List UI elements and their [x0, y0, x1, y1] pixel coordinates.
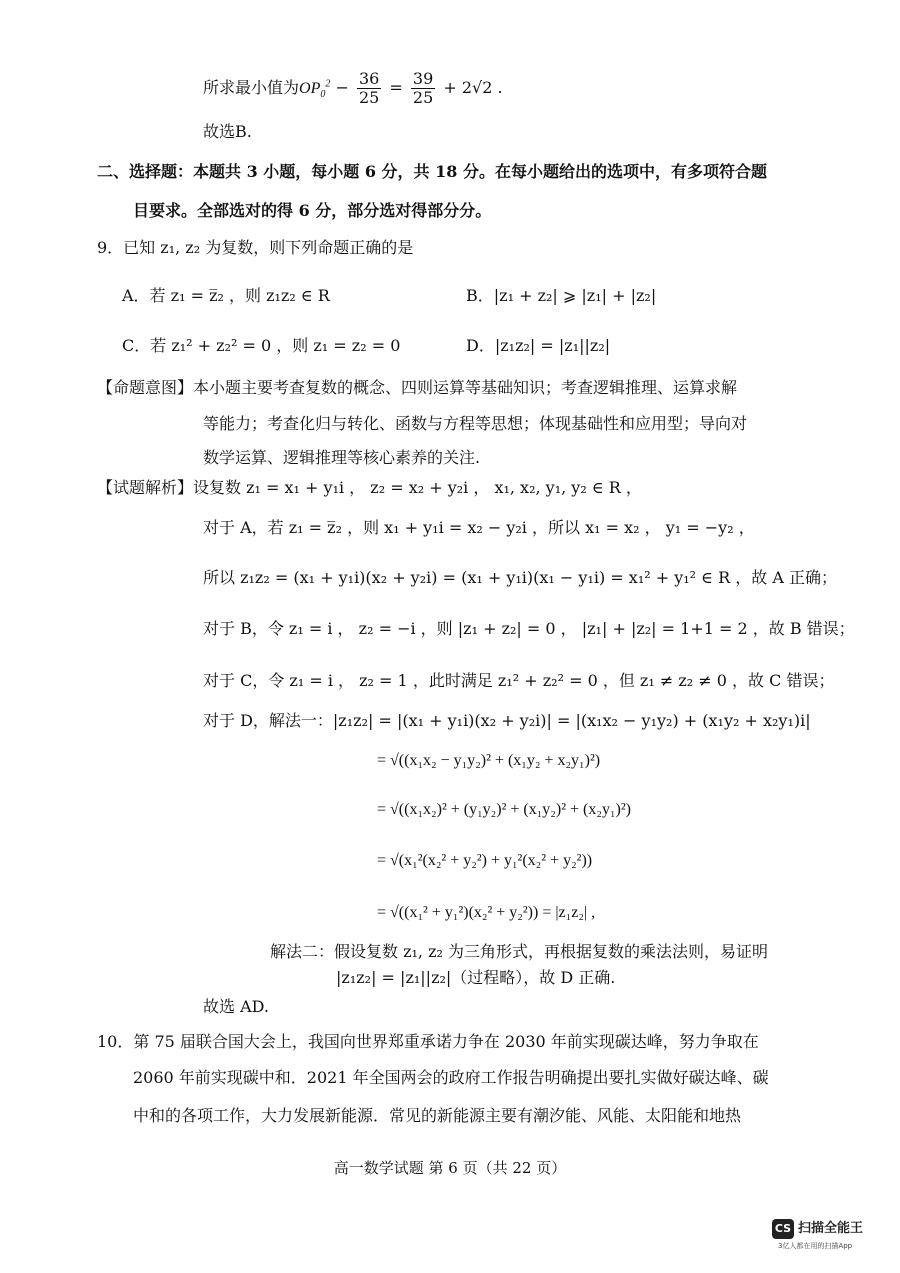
intent-l3: 数学运算、逻辑推理等核心素养的关注.	[203, 448, 481, 467]
analysis-b: 对于 B，令 z₁ = i ， z₂ = −i ，则 |z₁ + z₂| = 0 ， |z₁| + |z₂| = 1+1 = 2 ，故 B 错误；	[203, 619, 855, 638]
analysis-d-l2: = √((x₁x₂ − y₁y₂)² + (x₁y₂ + x₂y₁)²)	[377, 752, 601, 769]
section2-heading-l1: 二、选择题：本题共 3 小题，每小题 6 分，共 18 分。在每小题给出的选项中，有多项符合题	[97, 162, 767, 181]
analysis-d-l5: = √((x₁² + y₁²)(x₂² + y₂²)) = |z₁z₂| ,	[377, 904, 596, 921]
choose-ad: 故选 AD.	[203, 997, 269, 1016]
camscanner-logo	[772, 1219, 888, 1259]
option-a: A．若 z₁ = z̅₂ ，则 z₁z₂ ∈ R	[122, 286, 330, 305]
question-10-l2: 2060 年前实现碳中和．2021 年全国两会的政府工作报告明确提出要扎实做好碳达峰、碳	[133, 1068, 769, 1087]
min-value-line: 所求最小值为$OP_0^2$ − $\frac{36}{25}$ = $\frac{39}{25}$ + 2√2 .	[203, 69, 503, 107]
question-10-l1: 10．第 75 届联合国大会上，我国向世界郑重承诺力争在 2030 年前实现碳达峰，努力争取在	[97, 1032, 759, 1051]
op-symbol: $OP_0^2$	[299, 78, 331, 101]
analysis-d-method2-l1: 解法二：假设复数 z₁, z₂ 为三角形式，再根据复数的乘法法则，易证明	[270, 942, 769, 961]
camscanner-name: 扫描全能王	[798, 1221, 864, 1236]
fraction-39-25: $\frac{39}{25}$	[412, 69, 434, 107]
question-9: 9．已知 z₁, z₂ 为复数，则下列命题正确的是	[97, 238, 414, 257]
analysis-d-l1: 对于 D，解法一：|z₁z₂| = |(x₁ + y₁i)(x₂ + y₂i)| = |(x₁x₂ − y₁y₂) + (x₁y₂ + x₂y₁)i|	[203, 711, 811, 730]
option-d: D．|z₁z₂| = |z₁||z₂|	[466, 336, 611, 355]
analysis-a-l2: 所以 z₁z₂ = (x₁ + y₁i)(x₂ + y₂i) = (x₁ + y₁i)(x₁ − y₁i) = x₁² + y₁² ∈ R ，故 A 正确；	[203, 568, 837, 587]
analysis-d-l3: = √((x₁x₂)² + (y₁y₂)² + (x₁y₂)² + (x₂y₁)²)	[377, 801, 631, 818]
choose-b: 故选B.	[203, 122, 252, 141]
question-10-l3: 中和的各项工作，大力发展新能源．常见的新能源主要有潮汐能、风能、太阳能和地热	[133, 1106, 742, 1125]
fraction-36-25: $\frac{36}{25}$	[358, 69, 380, 107]
camscanner-badge-icon: CS	[772, 1219, 794, 1239]
option-b: B．|z₁ + z₂| ⩾ |z₁| + |z₂|	[466, 286, 657, 305]
analysis-d-method2-l2: |z₁z₂| = |z₁||z₂|（过程略），故 D 正确.	[336, 968, 616, 987]
intent-l2: 等能力；考查化归与转化、函数与方程等思想；体现基础性和应用型；导向对	[203, 414, 748, 433]
min-value-prefix: 所求最小值为	[203, 78, 300, 97]
analysis-c: 对于 C，令 z₁ = i ， z₂ = 1 ，此时满足 z₁² + z₂² = 0 ，但 z₁ ≠ z₂ ≠ 0 ，故 C 错误；	[203, 671, 835, 690]
intent-l1: 【命题意图】本小题主要考查复数的概念、四则运算等基础知识；考查逻辑推理、运算求解	[97, 378, 738, 397]
analysis-l1: 【试题解析】设复数 z₁ = x₁ + y₁i ， z₂ = x₂ + y₂i ， x₁, x₂, y₁, y₂ ∈ R ，	[97, 478, 642, 497]
page-footer: 高一数学试题 第 6 页（共 22 页）	[333, 1159, 567, 1177]
section2-heading-l2: 目要求。全部选对的得 6 分，部分选对得部分分。	[133, 201, 492, 220]
camscanner-tagline: 3亿人都在用的扫描App	[778, 1242, 853, 1250]
option-c: C．若 z₁² + z₂² = 0 ，则 z₁ = z₂ = 0	[122, 336, 401, 355]
analysis-d-l4: = √(x₁²(x₂² + y₂²) + y₁²(x₂² + y₂²))	[377, 852, 593, 869]
analysis-a-l1: 对于 A，若 z₁ = z̅₂ ，则 x₁ + y₁i = x₂ − y₂i ，所以 x₁ = x₂ ， y₁ = −y₂ ，	[203, 518, 755, 537]
min-value-tail: + 2√2 .	[443, 78, 503, 97]
